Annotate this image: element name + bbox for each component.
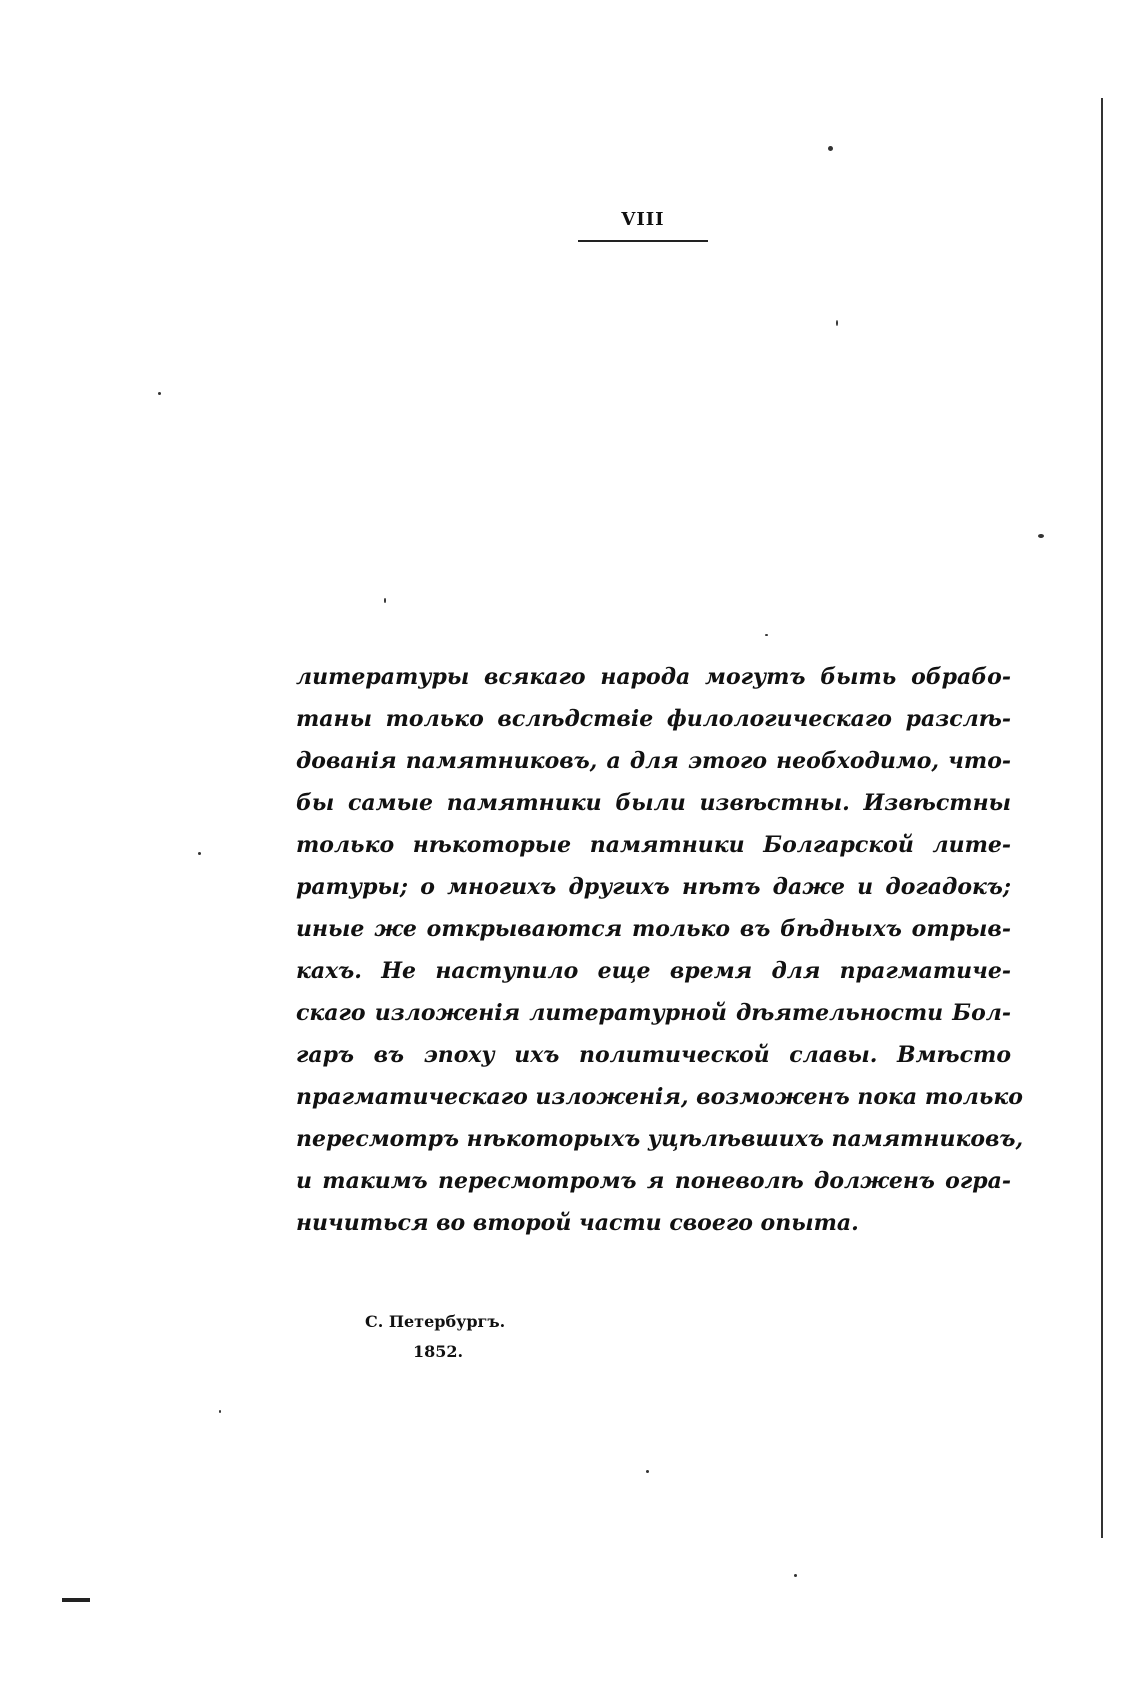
body-line: прагматическаго изложенія, возможенъ пока только <box>296 1084 1023 1110</box>
page-edge-line <box>1101 98 1103 1538</box>
scan-speck <box>836 320 838 326</box>
body-line: литературы всякаго народа могутъ быть обрабо- <box>296 664 1011 690</box>
body-line: дованія памятниковъ, а для этого необходимо, что- <box>296 748 1011 774</box>
body-line: таны только вслѣдствіе филологическаго разслѣ- <box>296 706 1011 732</box>
margin-mark <box>62 1598 90 1602</box>
body-text <box>296 656 1024 1244</box>
scan-speck <box>1038 534 1044 538</box>
body-line: пересмотръ нѣкоторыхъ уцѣлѣвшихъ памятниковъ, <box>296 1126 1024 1152</box>
scan-speck <box>765 634 768 636</box>
scan-speck <box>198 852 201 855</box>
body-line: только нѣкоторые памятники Болгарской лите- <box>296 832 1011 858</box>
signature-year: 1852. <box>413 1342 464 1361</box>
scan-speck <box>384 598 386 603</box>
header-rule <box>578 240 708 242</box>
scan-speck <box>219 1410 221 1413</box>
scan-speck <box>794 1574 797 1577</box>
signature-place: С. Петербургъ. <box>365 1312 506 1331</box>
body-line: кахъ. Не наступило еще время для прагматиче- <box>296 958 1011 984</box>
body-line: и такимъ пересмотромъ я поневолѣ долженъ огра- <box>296 1168 1011 1194</box>
scan-speck <box>646 1470 649 1473</box>
body-line: гаръ въ эпоху ихъ политической славы. Вмѣсто <box>296 1042 1011 1068</box>
body-line: иные же открываются только въ бѣдныхъ отрыв- <box>296 916 1011 942</box>
body-line: ратуры; о многихъ другихъ нѣтъ даже и догадокъ; <box>296 874 1011 900</box>
body-line: ничиться во второй части своего опыта. <box>296 1210 859 1236</box>
page-number: VIII <box>621 209 665 230</box>
scan-speck <box>158 392 161 395</box>
body-line: скаго изложенія литературной дѣятельности Бол- <box>296 1000 1011 1026</box>
body-line: бы самые памятники были извѣстны. Извѣстны <box>296 790 1011 816</box>
scan-speck <box>828 146 833 151</box>
